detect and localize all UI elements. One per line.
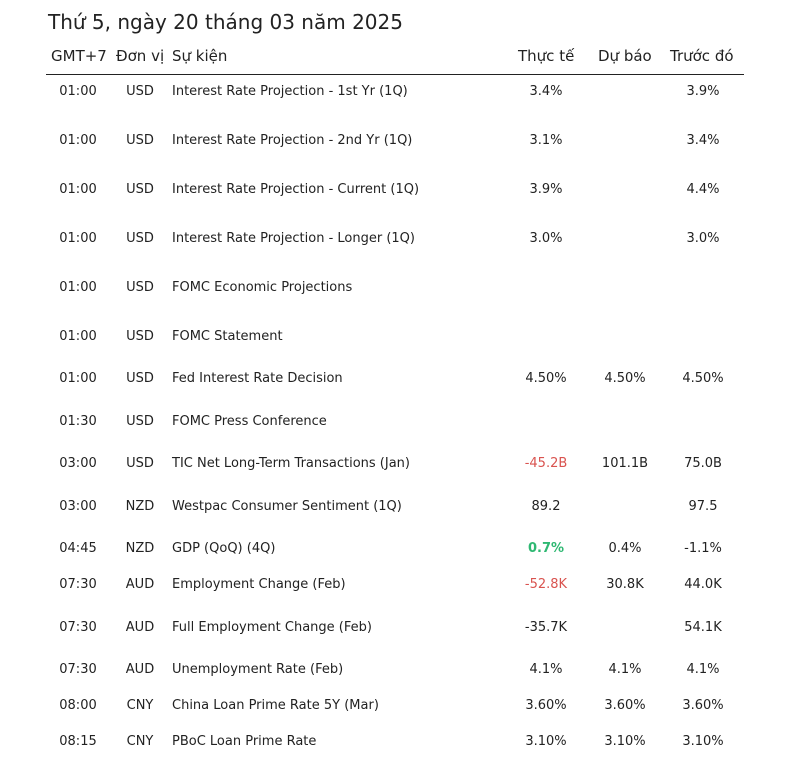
event-previous: 3.60% (682, 698, 724, 713)
event-currency: AUD (125, 662, 155, 677)
event-currency: AUD (125, 577, 155, 592)
col-header-forecast: Dự báo (598, 47, 652, 65)
event-actual: 4.50% (525, 371, 567, 386)
event-currency: USD (126, 329, 154, 344)
table-row[interactable] (0, 131, 788, 151)
event-time: 01:00 (59, 133, 97, 148)
event-time: 08:00 (59, 698, 97, 713)
event-actual: 3.10% (525, 734, 567, 749)
event-currency: AUD (125, 620, 155, 635)
event-forecast: 4.1% (608, 662, 642, 677)
event-name: FOMC Statement (172, 329, 283, 344)
event-previous: 3.10% (682, 734, 724, 749)
event-forecast: 3.10% (604, 734, 646, 749)
event-currency: CNY (126, 698, 154, 713)
event-currency: USD (126, 280, 154, 295)
event-currency: USD (126, 456, 154, 471)
event-time: 01:30 (59, 414, 97, 429)
event-actual: 4.1% (529, 662, 563, 677)
table-row[interactable] (0, 180, 788, 200)
event-actual: 3.9% (529, 182, 563, 197)
event-previous: 3.4% (686, 133, 720, 148)
event-currency: USD (126, 414, 154, 429)
table-row[interactable] (0, 412, 788, 432)
event-actual: 3.1% (529, 133, 563, 148)
event-name: Interest Rate Projection - 1st Yr (1Q) (172, 84, 408, 99)
table-row[interactable] (0, 497, 788, 517)
event-previous: 4.1% (686, 662, 720, 677)
event-time: 01:00 (59, 371, 97, 386)
table-row[interactable] (0, 539, 788, 559)
table-row[interactable] (0, 278, 788, 298)
event-actual: 3.60% (525, 698, 567, 713)
table-row[interactable] (0, 732, 788, 752)
event-name: TIC Net Long-Term Transactions (Jan) (172, 456, 410, 471)
event-time: 01:00 (59, 182, 97, 197)
event-time: 01:00 (59, 280, 97, 295)
event-name: Interest Rate Projection - Longer (1Q) (172, 231, 415, 246)
event-time: 07:30 (59, 620, 97, 635)
event-name: PBoC Loan Prime Rate (172, 734, 317, 749)
event-time: 01:00 (59, 231, 97, 246)
col-header-actual: Thực tế (518, 47, 575, 65)
table-row[interactable] (0, 454, 788, 474)
event-time: 01:00 (59, 329, 97, 344)
event-previous: 3.9% (686, 84, 720, 99)
event-currency: USD (126, 231, 154, 246)
event-previous: 4.50% (682, 371, 724, 386)
event-currency: USD (126, 182, 154, 197)
event-forecast: 4.50% (604, 371, 646, 386)
event-previous: 44.0K (684, 577, 722, 592)
event-previous: 97.5 (688, 499, 718, 514)
event-time: 01:00 (59, 84, 97, 99)
event-actual: -35.7K (524, 620, 568, 635)
event-time: 07:30 (59, 662, 97, 677)
event-actual: 89.2 (531, 499, 561, 514)
event-actual: 3.4% (529, 84, 563, 99)
event-forecast: 30.8K (606, 577, 644, 592)
event-name: FOMC Press Conference (172, 414, 327, 429)
table-row[interactable] (0, 82, 788, 102)
table-row[interactable] (0, 660, 788, 680)
event-previous: 54.1K (684, 620, 722, 635)
event-currency: NZD (125, 499, 155, 514)
col-header-time: GMT+7 (51, 47, 107, 65)
event-name: FOMC Economic Projections (172, 280, 353, 295)
col-header-previous: Trước đó (670, 47, 734, 65)
event-name: Interest Rate Projection - 2nd Yr (1Q) (172, 133, 413, 148)
event-time: 07:30 (59, 577, 97, 592)
event-actual: 0.7% (527, 541, 565, 556)
event-forecast: 0.4% (608, 541, 642, 556)
event-time: 03:00 (59, 456, 97, 471)
event-currency: USD (126, 84, 154, 99)
page-title: Thứ 5, ngày 20 tháng 03 năm 2025 (48, 10, 403, 34)
event-name: Interest Rate Projection - Current (1Q) (172, 182, 420, 197)
event-actual: 3.0% (529, 231, 563, 246)
event-name: China Loan Prime Rate 5Y (Mar) (172, 698, 379, 713)
event-currency: USD (126, 133, 154, 148)
table-row[interactable] (0, 618, 788, 638)
table-row[interactable] (0, 229, 788, 249)
table-header (0, 47, 788, 69)
event-previous: -1.1% (684, 541, 722, 556)
event-actual: -45.2B (524, 456, 568, 471)
event-time: 08:15 (59, 734, 97, 749)
event-forecast: 101.1B (601, 456, 649, 471)
event-name: Employment Change (Feb) (172, 577, 346, 592)
event-forecast: 3.60% (604, 698, 646, 713)
table-row[interactable] (0, 696, 788, 716)
table-row[interactable] (0, 327, 788, 347)
event-previous: 3.0% (686, 231, 720, 246)
event-actual: -52.8K (524, 577, 568, 592)
col-header-currency: Đơn vị (116, 47, 165, 65)
table-row[interactable] (0, 369, 788, 389)
event-time: 04:45 (59, 541, 97, 556)
header-divider (46, 74, 744, 75)
event-currency: CNY (126, 734, 154, 749)
event-name: GDP (QoQ) (4Q) (172, 541, 276, 556)
event-currency: NZD (125, 541, 155, 556)
event-time: 03:00 (59, 499, 97, 514)
event-name: Westpac Consumer Sentiment (1Q) (172, 499, 402, 514)
event-previous: 75.0B (684, 456, 722, 471)
event-previous: 4.4% (686, 182, 720, 197)
table-row[interactable] (0, 575, 788, 595)
event-name: Unemployment Rate (Feb) (172, 662, 344, 677)
event-name: Fed Interest Rate Decision (172, 371, 343, 386)
col-header-event: Sự kiện (172, 47, 228, 65)
event-currency: USD (126, 371, 154, 386)
event-name: Full Employment Change (Feb) (172, 620, 372, 635)
